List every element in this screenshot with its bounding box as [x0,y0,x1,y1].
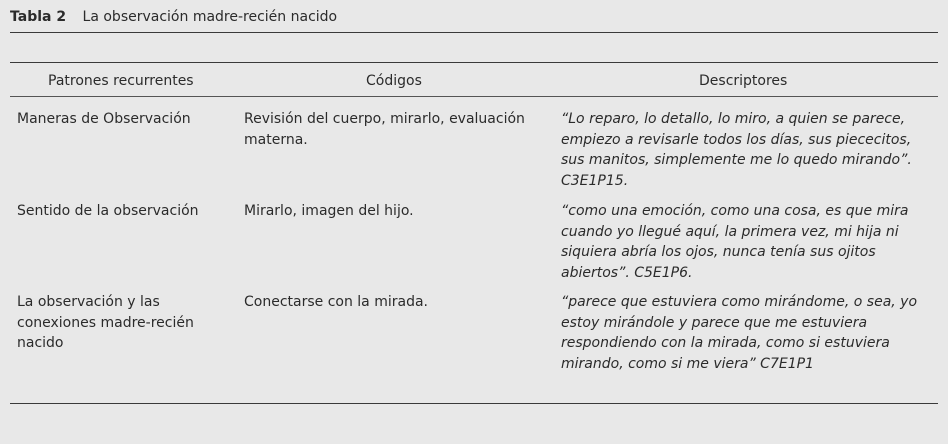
text-line: estoy mirándole y parece que me estuviera [561,314,868,331]
text-line: siquiera abría los ojos, nunca tenía sus ojitos [561,244,876,260]
table-caption [10,6,938,33]
text-line: nacido [17,335,64,351]
header-bottom-rule [10,96,938,97]
text-line: “como una emoción, como una cosa, es que mira [561,203,909,219]
row-3-descriptor [561,292,936,374]
row-3-codigo [244,292,544,313]
text-line: Mirarlo, imagen del hijo. [244,203,414,219]
row-2-patron [17,201,227,222]
row-2-descriptor [561,201,936,283]
text-line: Revisión del cuerpo, mirarlo, evaluación [244,111,525,127]
row-2-codigo [244,201,544,222]
row-3-patron [17,292,227,354]
text-line: empiezo a revisarle todos los días, sus piececitos, [561,131,912,148]
header-patrones: Patrones recurrentes [48,73,194,89]
table-label: Tabla 2 [10,9,67,25]
text-line: Maneras de Observación [17,111,191,127]
text-line: conexiones madre-recién [17,314,194,331]
text-line: mirando, como si me viera” C7E1P1 [561,355,814,372]
table-bottom-rule [10,403,938,404]
text-line: “parece que estuviera como mirándome, o sea, yo [561,294,918,310]
text-line: sus manitos, simplemente me lo quedo mirando”. [561,152,912,168]
text-line: Conectarse con la mirada. [244,294,428,310]
header-top-rule [10,62,938,63]
table-title: La observación madre-recién nacido [82,9,338,25]
text-line: La observación y las [17,294,160,310]
text-line: Sentido de la observación [17,203,199,219]
text-line: materna. [244,131,308,148]
text-line: abiertos”. C5E1P6. [561,264,693,281]
text-line: cuando yo llegué aquí, la primera vez, mi hija ni [561,223,899,240]
text-line: respondiendo con la mirada, como si estuviera [561,335,890,351]
header-descriptores: Descriptores [699,73,788,89]
row-1-patron [17,109,227,130]
text-line: C3E1P15. [561,172,629,189]
header-codigos: Códigos [366,73,422,89]
row-1-codigo [244,109,544,150]
text-line: “Lo reparo, lo detallo, lo miro, a quien se parece, [561,111,906,127]
row-1-descriptor [561,109,936,191]
